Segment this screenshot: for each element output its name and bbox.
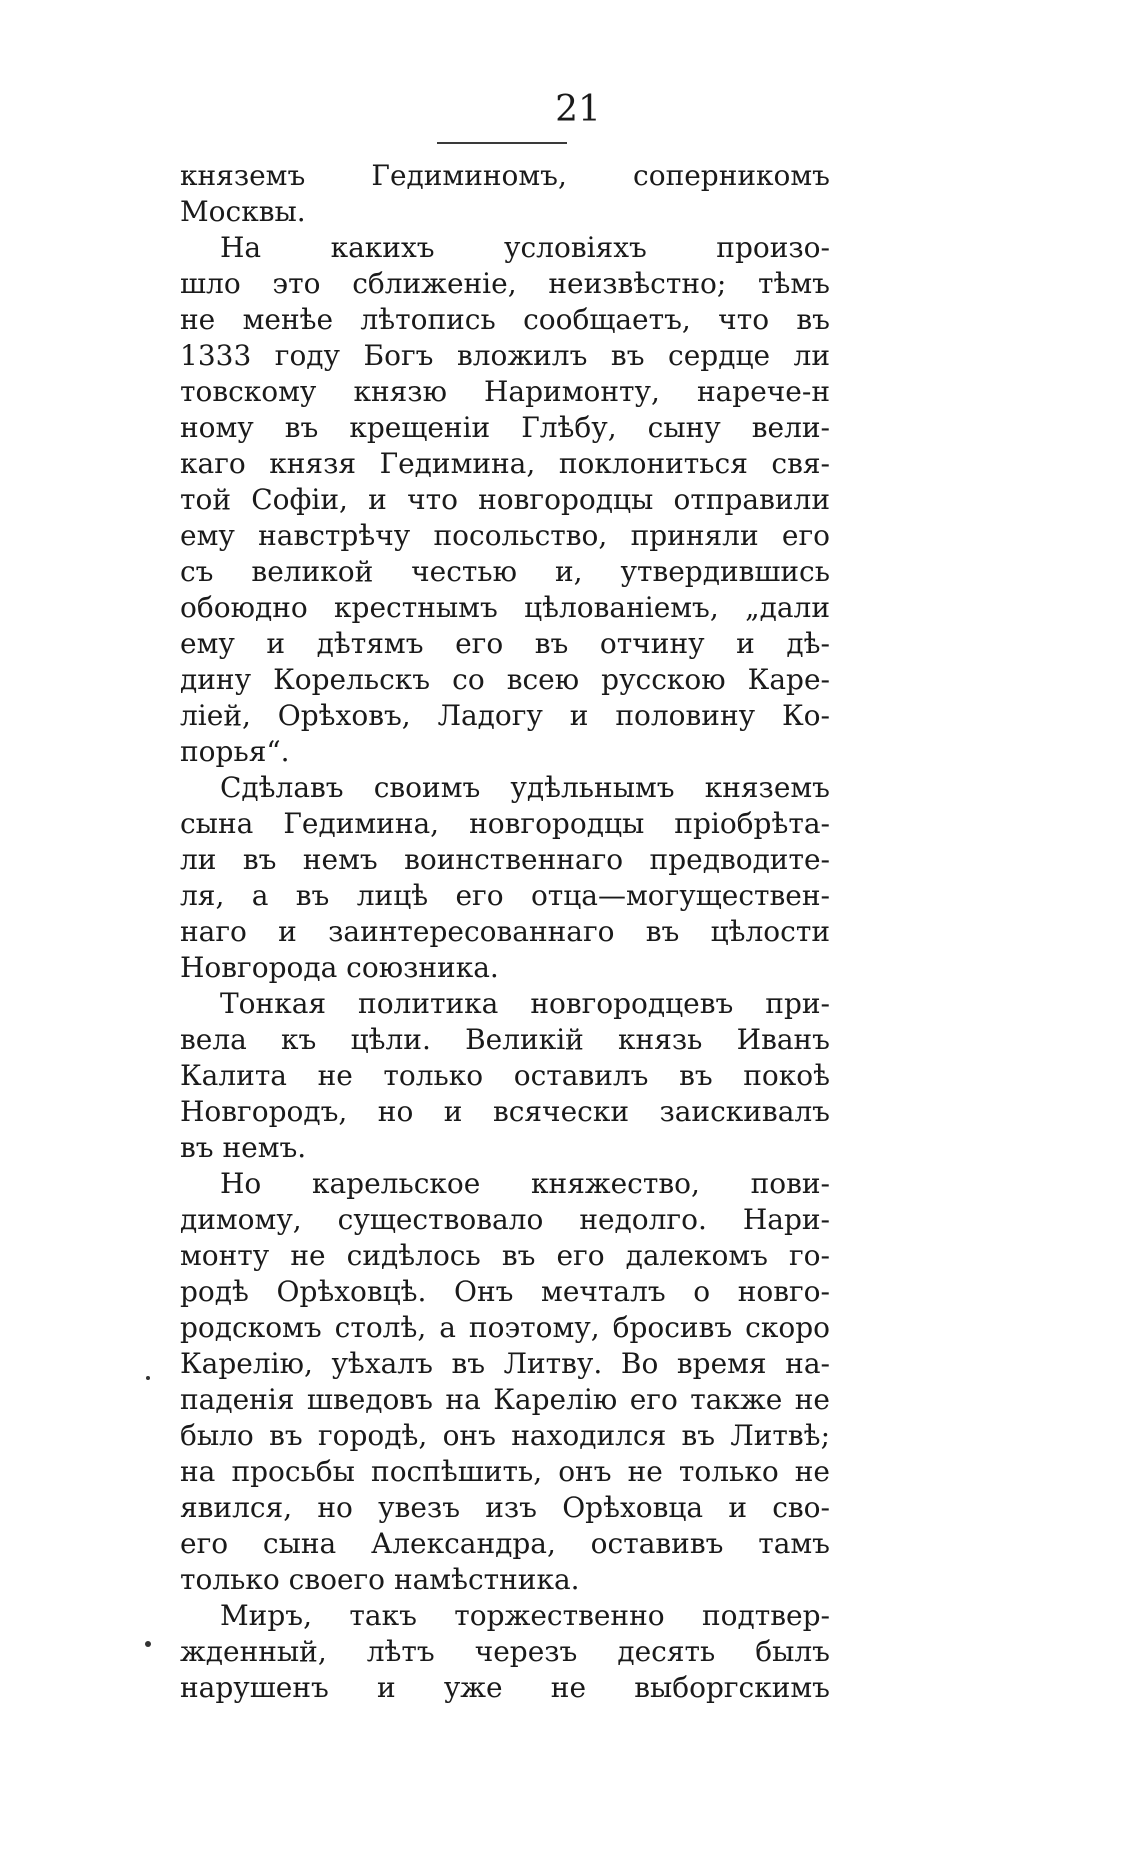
text-line: въ немъ.: [180, 1131, 307, 1164]
text-line: Москвы.: [180, 195, 306, 228]
text-line: родскомъ столѣ, а поэтому, бросивъ скоро: [180, 1311, 830, 1344]
margin-speck: [145, 1641, 151, 1647]
text-line: его сына Александра, оставивъ тамъ: [180, 1527, 830, 1560]
text-line: товскому князю Наримонту, нарече-н: [180, 375, 830, 408]
page-header: [0, 88, 1140, 132]
text-line: на просьбы поспѣшить, онъ не только не: [180, 1455, 830, 1488]
text-line: вела къ цѣли. Великій князь Иванъ: [180, 1023, 830, 1056]
text-line: паденія шведовъ на Карелію его также не: [180, 1383, 830, 1416]
text-line: родѣ Орѣховцѣ. Онъ мечталъ о новго-: [180, 1275, 830, 1308]
text-line: Калита не только оставилъ въ покоѣ: [180, 1059, 830, 1092]
text-line: было въ городѣ, онъ находился въ Литвѣ;: [180, 1419, 830, 1452]
text-line: монту не сидѣлось въ его далекомъ го-: [180, 1239, 830, 1272]
text-line: ному въ крещеніи Глѣбу, сыну вели-: [180, 411, 830, 444]
text-line: нарушенъ и уже не выборгскимъ: [180, 1671, 830, 1704]
text-line: Миръ, такъ торжественно подтвер-: [220, 1599, 830, 1632]
text-line: Новгородъ, но и всячески заискивалъ: [180, 1095, 830, 1128]
text-line: не менѣе лѣтопись сообщаетъ, что въ: [180, 303, 830, 336]
text-line: Новгорода союзника.: [180, 951, 499, 984]
text-line: жденный, лѣтъ черезъ десять былъ: [180, 1635, 830, 1668]
text-line: дину Корельскъ со всею русскою Каре-: [180, 663, 830, 696]
text-line: На какихъ условіяхъ произо-: [220, 231, 830, 264]
text-line: каго князя Гедимина, поклониться свя-: [180, 447, 830, 480]
text-line: той Софіи, и что новгородцы отправили: [180, 483, 830, 516]
text-line: только своего намѣстника.: [180, 1563, 580, 1596]
text-line: димому, существовало недолго. Нари-: [180, 1203, 830, 1236]
text-line: ліей, Орѣховъ, Ладогу и половину Ко-: [180, 699, 830, 732]
page-number: 21: [555, 89, 601, 130]
text-line: ему и дѣтямъ его въ отчину и дѣ-: [180, 627, 830, 660]
body-text: [180, 158, 830, 1706]
text-line: шло это сближеніе, неизвѣстно; тѣмъ: [180, 267, 830, 300]
text-line: наго и заинтересованнаго въ цѣлости: [180, 915, 830, 948]
text-line: Карелію, уѣхалъ въ Литву. Во время на-: [180, 1347, 830, 1380]
text-line: 1333 году Богъ вложилъ въ сердце ли: [180, 339, 830, 372]
header-rule: [437, 142, 567, 144]
text-line: съ великой честью и, утвердившись: [180, 555, 830, 588]
text-line: обоюдно крестнымъ цѣлованіемъ, „дали: [180, 591, 830, 624]
text-line: Но карельское княжество, пови-: [220, 1167, 830, 1200]
text-line: порья“.: [180, 735, 290, 768]
text-line: княземъ Гедиминомъ, соперникомъ: [180, 159, 830, 192]
text-line: ля, а въ лицѣ его отца—могуществен-: [180, 879, 830, 912]
text-line: явился, но увезъ изъ Орѣховца и сво-: [180, 1491, 830, 1524]
text-line: Сдѣлавъ своимъ удѣльнымъ княземъ: [220, 771, 830, 804]
text-line: ли въ немъ воинственнаго предводите-: [180, 843, 830, 876]
text-line: сына Гедимина, новгородцы пріобрѣта-: [180, 807, 830, 840]
text-line: Тонкая политика новгородцевъ при-: [220, 987, 830, 1020]
text-line: ему навстрѣчу посольство, приняли его: [180, 519, 830, 552]
margin-speck: [146, 1376, 150, 1380]
